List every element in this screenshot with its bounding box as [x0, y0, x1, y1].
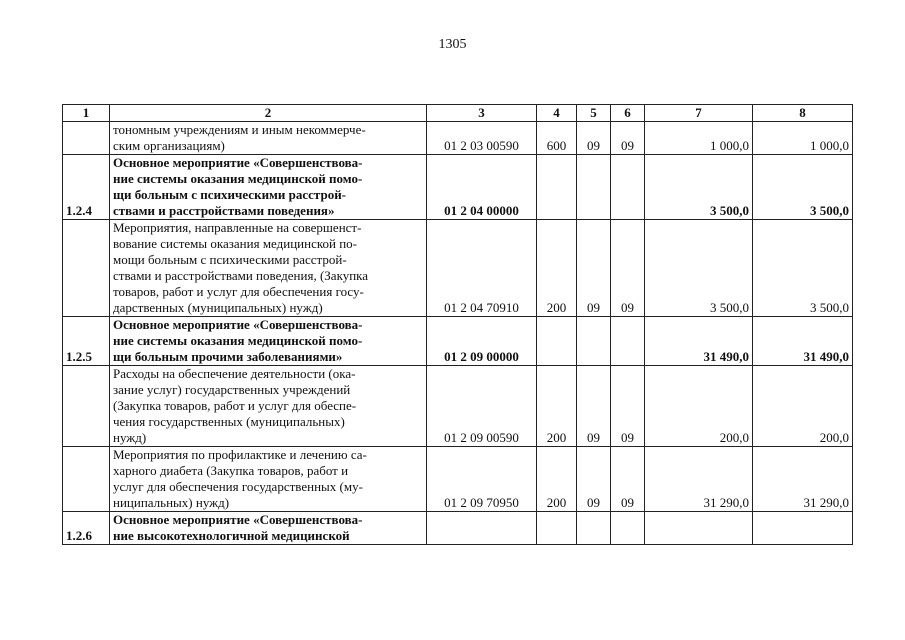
- row-number: [63, 122, 110, 155]
- section-code: 09: [577, 366, 611, 447]
- row-description: [110, 447, 427, 512]
- subsection-code: 09: [611, 122, 645, 155]
- subsection-code: 09: [611, 447, 645, 512]
- description-line: ским организациям): [113, 138, 225, 153]
- row-description: [110, 512, 427, 545]
- expense-type: 200: [537, 447, 577, 512]
- amount-col-8: 200,0: [753, 366, 853, 447]
- row-description: [110, 366, 427, 447]
- amount-col-7: 3 500,0: [645, 220, 753, 317]
- table-row: [63, 220, 853, 317]
- budget-table: [62, 104, 853, 545]
- row-number: [63, 220, 110, 317]
- description-line: Основное мероприятие «Совершенствова-: [113, 317, 363, 332]
- section-code: 09: [577, 122, 611, 155]
- amount-col-8: 1 000,0: [753, 122, 853, 155]
- section-code: 09: [577, 220, 611, 317]
- description-line: зание услуг) государственных учреждений: [113, 382, 351, 397]
- amount-col-7: 3 500,0: [645, 155, 753, 220]
- header-col-3: 3: [427, 105, 537, 122]
- subsection-code: 09: [611, 366, 645, 447]
- description-line: Основное мероприятие «Совершенствова-: [113, 512, 363, 527]
- expense-type: 200: [537, 220, 577, 317]
- budget-code: 01 2 09 00000: [427, 317, 537, 366]
- description-line: услуг для обеспечения государственных (му-: [113, 479, 363, 494]
- amount-col-8: 31 290,0: [753, 447, 853, 512]
- description-line: ствами и расстройствами поведения, (Закупка: [113, 268, 369, 283]
- description-line: ниципальных) нужд): [113, 495, 230, 510]
- description-line: ние системы оказания медицинской помо-: [113, 333, 363, 348]
- description-line: щи больным с психическими расстрой-: [113, 187, 347, 202]
- description-line: товаров, работ и услуг для обеспечения госу-: [113, 284, 364, 299]
- header-col-5: 5: [577, 105, 611, 122]
- budget-code: 01 2 04 00000: [427, 155, 537, 220]
- amount-col-7: 31 290,0: [645, 447, 753, 512]
- amount-col-7: [645, 512, 753, 545]
- amount-col-7: 1 000,0: [645, 122, 753, 155]
- subsection-code: [611, 317, 645, 366]
- expense-type: [537, 155, 577, 220]
- amount-col-7: 200,0: [645, 366, 753, 447]
- table-body: [63, 122, 853, 545]
- expense-type: [537, 317, 577, 366]
- row-number: [63, 447, 110, 512]
- description-line: нужд): [113, 430, 147, 445]
- table-row: [63, 447, 853, 512]
- description-line: чения государственных (муниципальных): [113, 414, 345, 429]
- amount-col-8: 3 500,0: [753, 220, 853, 317]
- budget-code: 01 2 03 00590: [427, 122, 537, 155]
- table-row: [63, 366, 853, 447]
- row-description: [110, 317, 427, 366]
- description-line: ние системы оказания медицинской помо-: [113, 171, 363, 186]
- header-col-7: 7: [645, 105, 753, 122]
- table-row: [63, 155, 853, 220]
- description-line: ствами и расстройствами поведения»: [113, 203, 335, 218]
- description-line: Расходы на обеспечение деятельности (ока-: [113, 366, 356, 381]
- header-row: [63, 105, 853, 122]
- description-line: Основное мероприятие «Совершенствова-: [113, 155, 363, 170]
- amount-col-7: 31 490,0: [645, 317, 753, 366]
- amount-col-8: 31 490,0: [753, 317, 853, 366]
- header-col-6: 6: [611, 105, 645, 122]
- amount-col-8: 3 500,0: [753, 155, 853, 220]
- description-line: мощи больным с психическими расстрой-: [113, 252, 347, 267]
- expense-type: 200: [537, 366, 577, 447]
- description-line: щи больным прочими заболеваниями»: [113, 349, 343, 364]
- page-number: 1305: [438, 37, 467, 52]
- row-description: [110, 155, 427, 220]
- description-line: дарственных (муниципальных) нужд): [113, 300, 323, 315]
- section-code: [577, 317, 611, 366]
- amount-col-8: [753, 512, 853, 545]
- description-line: Мероприятия по профилактике и лечению са-: [113, 447, 367, 462]
- description-line: Мероприятия, направленные на совершенст-: [113, 220, 362, 235]
- header-col-4: 4: [537, 105, 577, 122]
- table-row: [63, 122, 853, 155]
- row-number: 1.2.4: [63, 155, 110, 220]
- expense-type: 600: [537, 122, 577, 155]
- row-description: [110, 220, 427, 317]
- budget-code: [427, 512, 537, 545]
- expense-type: [537, 512, 577, 545]
- description-line: ние высокотехнологичной медицинской: [113, 528, 350, 543]
- section-code: [577, 512, 611, 545]
- description-line: (Закупка товаров, работ и услуг для обеспе-: [113, 398, 357, 413]
- subsection-code: 09: [611, 220, 645, 317]
- row-number: 1.2.6: [63, 512, 110, 545]
- budget-code: 01 2 09 70950: [427, 447, 537, 512]
- budget-code: 01 2 04 70910: [427, 220, 537, 317]
- section-code: [577, 155, 611, 220]
- header-col-1: 1: [63, 105, 110, 122]
- subsection-code: [611, 512, 645, 545]
- row-description: [110, 122, 427, 155]
- header-col-2: 2: [110, 105, 427, 122]
- description-line: тономным учреждениям и иным некоммерче-: [113, 122, 366, 137]
- description-line: вование системы оказания медицинской по-: [113, 236, 358, 251]
- budget-code: 01 2 09 00590: [427, 366, 537, 447]
- table-row: [63, 317, 853, 366]
- section-code: 09: [577, 447, 611, 512]
- row-number: [63, 366, 110, 447]
- table-row: [63, 512, 853, 545]
- description-line: харного диабета (Закупка товаров, работ и: [113, 463, 349, 478]
- subsection-code: [611, 155, 645, 220]
- header-col-8: 8: [753, 105, 853, 122]
- row-number: 1.2.5: [63, 317, 110, 366]
